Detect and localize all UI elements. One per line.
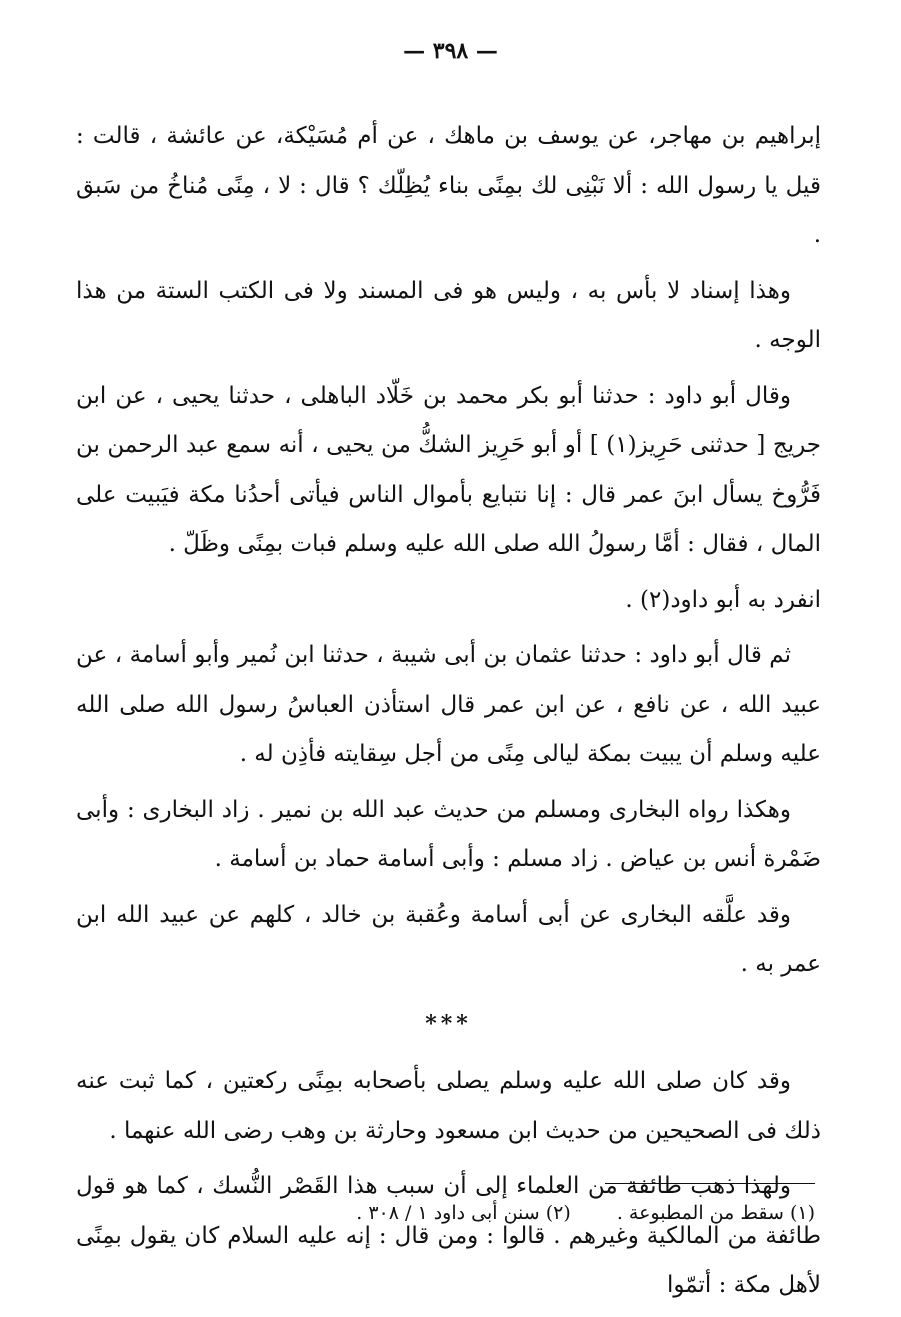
main-text <box>76 112 821 1317</box>
section-separator: *** <box>425 1010 472 1037</box>
paragraph: وهذا إسناد لا بأس به ، وليس هو فى المسند ولا فى الكتب الستة من هذا الوجه . <box>76 277 821 353</box>
paragraph: وهكذا رواه البخارى ومسلم من حديث عبد الله بن نمير . زاد البخارى : وأبى ضَمْرة أنس بن عياض . زاد مسلم : وأبى أسامة حماد بن أسامة . <box>76 796 821 872</box>
footnotes <box>160 1198 815 1228</box>
footnote: (٢) سنن أبى داود ١ / ٣٠٨ . <box>356 1202 571 1224</box>
paragraph: وقال أبو داود : حدثنا أبو بكر محمد بن خَلّاد الباهلى ، حدثنا يحيى ، عن ابن جريج [ حدثنى حَرِيز(١) ] أو أبو حَرِيز الشكُّ من يحيى ، أنه سمع عبد الرحمن بن فَرُّوخ يسأل ابنَ عمر قال : إنا نتبايع بأموال الناس فيأتى أحدُنا مكة فيَبيت على المال ، فقال : أمَّا رسولُ الله صلى الله عليه وسلم فبات بمِنًى وظَلّ . <box>76 382 822 557</box>
footnote: (١) سقط من المطبوعة . <box>616 1202 815 1224</box>
footnote-divider <box>605 1183 815 1184</box>
paragraph: انفرد به أبو داود(٢) . <box>625 586 821 613</box>
paragraph: ثم قال أبو داود : حدثنا عثمان بن أبى شيبة ، حدثنا ابن نُمير وأبو أسامة ، عن عبيد الله ، عن نافع ، عن ابن عمر قال استأذن العباسُ رسول الله صلى الله عليه وسلم أن يبيت بمكة ليالى مِنًى من أجل سِقايته فأذِن له . <box>76 642 821 767</box>
paragraph: وقد علَّقه البخارى عن أبى أسامة وعُقبة بن خالد ، كلهم عن عبيد الله ابن عمر به . <box>76 901 821 977</box>
paragraph: إبراهيم بن مهاجر، عن يوسف بن ماهك ، عن أم مُسَيْكة، عن عائشة ، قالت : قيل يا رسول الله : ألا نَبْنِى لك بمِنًى بناء يُظِلّك ؟ قال : لا ، مِنًى مُناخُ من سَبق . <box>76 123 821 248</box>
paragraph: ولهذا ذهب طائفة من العلماء إلى أن سبب هذا القَصْر النُّسك ، كما هو قول طائفة من المالكية وغيرهم . قالوا : ومن قال : إنه عليه السلام كان يقول بمِنًى لأهل مكة : أتمّوا <box>76 1173 821 1298</box>
paragraph: وقد كان صلى الله عليه وسلم يصلى بأصحابه بمِنًى ركعتين ، كما ثبت عنه ذلك فى الصحيحين من حديث ابن مسعود وحارثة بن وهب رضى الله عنهما . <box>76 1068 821 1144</box>
page-number: — ٣٩٨ — <box>403 38 498 64</box>
